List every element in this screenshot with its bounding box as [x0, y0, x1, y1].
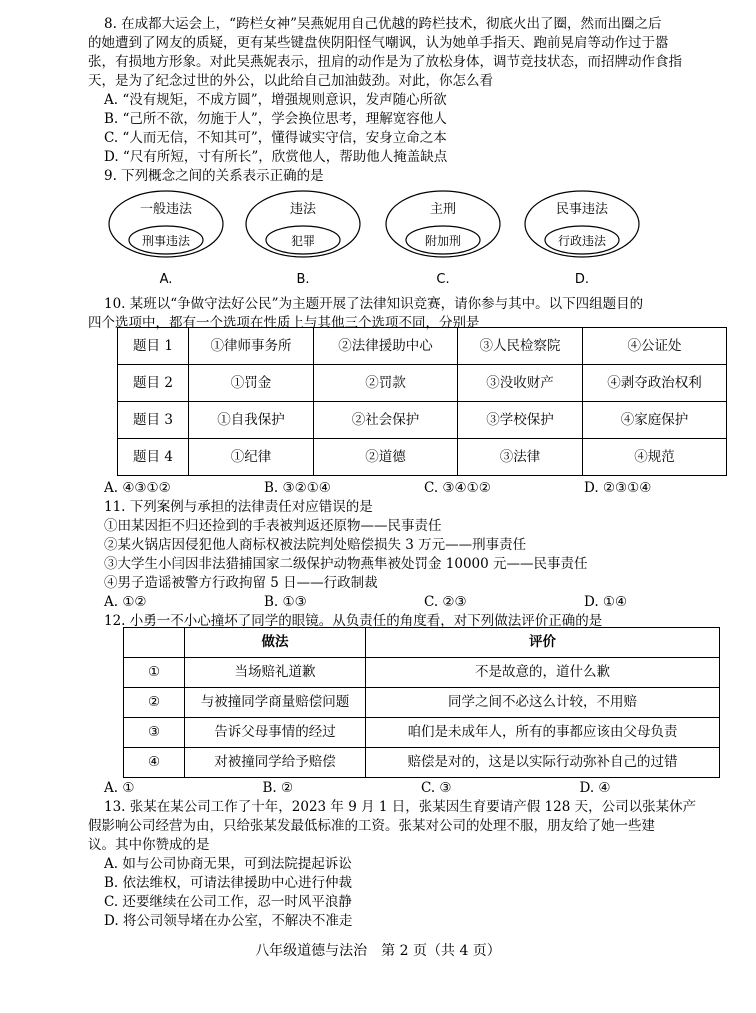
q12-option-c: C. ③: [421, 780, 452, 796]
diagram-b-label: B.: [296, 272, 310, 287]
page-footer: 八年级道德与法治 第 2 页（共 4 页）: [255, 943, 501, 959]
table-row: [124, 688, 720, 718]
table-cell: 咱们是未成年人，所有的事都应该由父母负责: [366, 718, 720, 748]
q8-option-a: A. “没有规矩，不成方圆”，增强规则意识，发声随心所欲: [104, 92, 447, 108]
table-header-cell: 评价: [366, 628, 720, 658]
q8-option-d: D. “尺有所短，寸有所长”，欣赏他人，帮助他人掩盖缺点: [104, 149, 448, 165]
q13-option-b: B. 依法维权，可请法律援助中心进行仲裁: [104, 875, 353, 891]
table-cell: ②: [124, 688, 185, 718]
table-cell: 赔偿是对的，这是以实际行动弥补自己的过错: [366, 748, 720, 778]
table-cell: ①自我保护: [189, 402, 314, 439]
q12-options: [88, 779, 738, 798]
q11-item: ③大学生小闫因非法猎捕国家二级保护动物燕隼被处罚金 10000 元——民事责任: [104, 556, 588, 572]
table-row: [118, 328, 727, 365]
q11-item: ④男子造谣被警方行政拘留 5 日——行政制裁: [104, 575, 378, 591]
q10-options: [104, 479, 744, 498]
q13-option-d: D. 将公司领导堵在办公室，不解决不准走: [104, 913, 353, 929]
table-cell: ④公证处: [583, 328, 727, 365]
q10-table: [117, 327, 727, 476]
table-row: [118, 439, 727, 476]
q8-option-c: C. “人而无信，不知其可”，懂得诚实守信，安身立命之本: [104, 130, 447, 146]
table-cell: ④剥夺政治权利: [583, 365, 727, 402]
q11-option-b: B. ①③: [264, 594, 307, 610]
table-cell: 与被撞同学商量赔偿问题: [185, 688, 366, 718]
diagram-b: [246, 191, 360, 287]
question-8: [88, 15, 738, 186]
q9-diagrams: [0, 186, 756, 296]
table-cell: ③人民检察院: [457, 328, 582, 365]
q13-option-c: C. 还要继续在公司工作，忍一时风平浪静: [104, 894, 352, 910]
question-13: [88, 779, 738, 931]
q10-stem-line: 10. 某班以“争做守法好公民”为主题开展了法律知识竞赛，请你参与其中。以下四组题目的: [104, 296, 644, 312]
diagram-a-inner: 刑事违法: [141, 234, 191, 248]
table-row: [124, 718, 720, 748]
table-cell: 题目 3: [118, 402, 189, 439]
table-cell: 题目 1: [118, 328, 189, 365]
diagram-c-inner: 附加刑: [424, 234, 462, 248]
table-cell: ①律师事务所: [189, 328, 314, 365]
q11-option-a: A. ①②: [104, 594, 147, 610]
q8-stem-line: 张，有损地方形象。对此吴燕妮表示，扭肩的动作是为了放松身体，调节竞技状态，而招牌动作食指: [88, 54, 682, 70]
q13-option-a: A. 如与公司协商无果，可到法院提起诉讼: [104, 856, 352, 872]
table-row: [124, 748, 720, 778]
diagram-c-outer: 主刑: [429, 202, 457, 217]
diagram-a-label: A.: [159, 272, 173, 287]
table-cell: ③法律: [457, 439, 582, 476]
table-header-cell: 做法: [185, 628, 366, 658]
q13-stem-line: 假影响公司经营为由，只给张某发最低标准的工资。张某对公司的处理不服，朋友给了她一些建: [88, 818, 655, 834]
q12-option-b: B. ②: [262, 780, 294, 796]
q10-stem-line: 四个选项中，都有一个选项在性质上与其他三个选项不同，分别是: [88, 315, 480, 331]
diagram-d-inner: 行政违法: [557, 234, 607, 248]
table-cell: ②法律援助中心: [314, 328, 458, 365]
table-row: [124, 658, 720, 688]
table-cell: 题目 4: [118, 439, 189, 476]
table-cell: ①纪律: [189, 439, 314, 476]
table-cell: ①罚金: [189, 365, 314, 402]
q11-item: ②某火锅店因侵犯他人商标权被法院判处赔偿损失 3 万元——刑事责任: [104, 537, 527, 553]
table-header-row: [124, 628, 720, 658]
diagram-a-outer: 一般违法: [139, 202, 193, 217]
question-11: [104, 479, 744, 631]
table-cell: ②道德: [314, 439, 458, 476]
diagram-d-label: D.: [574, 272, 590, 287]
q13-stem-line: 议。其中你赞成的是: [88, 837, 210, 853]
table-cell: 对被撞同学给予赔偿: [185, 748, 366, 778]
table-cell: 告诉父母事情的经过: [185, 718, 366, 748]
table-cell: ③: [124, 718, 185, 748]
diagram-c-label: C.: [436, 272, 450, 287]
table-cell: 题目 2: [118, 365, 189, 402]
q11-option-c: C. ②③: [424, 594, 467, 610]
q12-option-a: A. ①: [104, 780, 135, 796]
table-cell: 当场赔礼道歉: [185, 658, 366, 688]
table-cell: ④: [124, 748, 185, 778]
table-row: [118, 365, 727, 402]
q11-stem: 11. 下列案例与承担的法律责任对应错误的是: [104, 499, 373, 515]
q10-option-c: C. ③④①②: [424, 480, 491, 496]
q8-stem-line: 8. 在成都大运会上，“跨栏女神”吴燕妮用自己优越的跨栏技术，彻底火出了圈，然而出圈之后: [104, 16, 662, 32]
q12-table: [123, 627, 720, 778]
q11-option-d: D. ①④: [584, 594, 628, 610]
table-header-cell: [124, 628, 185, 658]
table-cell: ②社会保护: [314, 402, 458, 439]
q12-stem: 12. 小勇一不小心撞坏了同学的眼镜。从负责任的角度看，对下列做法评价正确的是: [104, 613, 603, 629]
q9-stem: 9. 下列概念之间的关系表示正确的是: [104, 168, 324, 184]
q10-option-a: A. ④③①②: [104, 480, 171, 496]
q11-item: ①田某因拒不归还捡到的手表被判返还原物——民事责任: [104, 518, 442, 534]
diagram-c: [386, 191, 500, 287]
q10-option-d: D. ②③①④: [584, 480, 652, 496]
q8-option-b: B. “己所不欲，勿施于人”，学会换位思考，理解宽容他人: [104, 111, 447, 127]
table-cell: 同学之间不必这么计较，不用赔: [366, 688, 720, 718]
q13-stem-line: 13. 张某在某公司工作了十年，2023 年 9 月 1 日，张某因生育要请产假 128 天，公司以张某休产: [104, 799, 697, 815]
q8-stem-line: 天，是为了纪念过世的外公，以此给自己加油鼓劲。对此，你怎么看: [88, 73, 493, 89]
table-row: [118, 402, 727, 439]
table-cell: ④规范: [583, 439, 727, 476]
table-cell: ④家庭保护: [583, 402, 727, 439]
q11-options: [104, 593, 744, 612]
q8-stem-line: 的她遭到了网友的质疑，更有某些键盘侠阴阳怪气嘲讽，认为她单手指天、跑前晃肩等动作过于嚣: [88, 35, 669, 51]
table-cell: ①: [124, 658, 185, 688]
table-cell: ③学校保护: [457, 402, 582, 439]
table-cell: 不是故意的，道什么歉: [366, 658, 720, 688]
diagram-d-outer: 民事违法: [555, 202, 609, 217]
q10-option-b: B. ③②①④: [264, 480, 331, 496]
table-cell: ③没收财产: [457, 365, 582, 402]
diagram-a: [109, 191, 223, 287]
diagram-b-inner: 犯罪: [290, 234, 316, 248]
diagram-d: [525, 191, 639, 287]
q12-option-d: D. ④: [579, 780, 611, 796]
table-cell: ②罚款: [314, 365, 458, 402]
diagram-b-outer: 违法: [289, 202, 317, 217]
